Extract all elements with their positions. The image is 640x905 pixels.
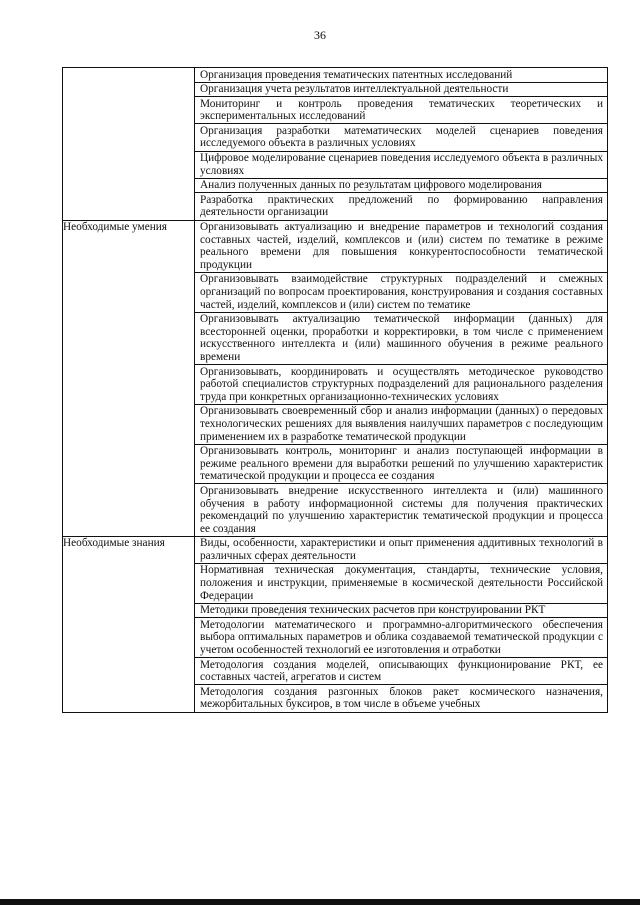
list-item: Организовывать актуализацию и внедрение параметров и технологий создания составных частей, изделий, комплексов и (или) систем по тематике в режиме реального времени для повышения конкурентоспособности тематической продукции: [195, 221, 607, 273]
list-item: Организовывать, координировать и осуществлять методическое руководство работой специалистов структурных подразделений для рационального разделения труда при конкретных организационно-технических условиях: [195, 365, 607, 405]
list-item: Нормативная техническая документация, стандарты, технические условия, положения и инструкции, применяемые в космической деятельности Российской Федерации: [195, 564, 607, 604]
list-item: Организовывать внедрение искусственного интеллекта и (или) машинного обучения в работу информационной системы для получения практических рекомендаций по улучшению характеристик тематической продукции и процесса ее создания: [200, 484, 603, 535]
list-item: Методики проведения технических расчетов при конструировании РКТ: [195, 604, 607, 619]
list-item: Анализ полученных данных по результатам цифрового моделирования: [195, 179, 607, 194]
list-item: Цифровое моделирование сценариев поведения исследуемого объекта в различных условиях: [195, 152, 607, 179]
row-items: [195, 536, 608, 712]
row-label-knowledge: Необходимые знания: [63, 536, 195, 712]
list-item: Организация разработки математических моделей сценариев поведения исследуемого объекта в различных условиях: [195, 124, 607, 151]
list-item: Организация проведения тематических патентных исследований: [195, 68, 607, 83]
table-row: [63, 68, 608, 221]
table-row: [63, 536, 608, 712]
page-number: 36: [314, 28, 326, 42]
list-item: Организовывать актуализацию тематической информации (данных) для всесторонней оценки, проработки и корректировки, в том числе с применением искусственного интеллекта и (или) машинного обучения в режиме реального времени: [195, 313, 607, 365]
list-item: Организовывать своевременный сбор и анализ информации (данных) о передовых технологических решениях для выявления наилучших параметров с последующим применением их в разработке тематической продукции: [195, 405, 607, 445]
list-item: Организовывать контроль, мониторинг и анализ поступающей информации в режиме реального времени для выработки решений по улучшению характеристик тематической продукции и процесса ее создания: [195, 445, 607, 485]
list-item: Виды, особенности, характеристики и опыт применения аддитивных технологий в различных сферах деятельности: [195, 537, 607, 564]
row-items: [195, 220, 608, 536]
list-item: Организация учета результатов интеллектуальной деятельности: [195, 83, 607, 98]
table-row: [63, 220, 608, 536]
competency-table: [62, 67, 608, 713]
list-item: Разработка практических предложений по формированию направления деятельности организации: [200, 193, 603, 219]
list-item: Мониторинг и контроль проведения тематических теоретических и экспериментальных исследований: [195, 97, 607, 124]
list-item: Методологии математического и программно-алгоритмического обеспечения выбора оптимальных параметров и облика создаваемой тематической продукции с учетом особенностей технологий ее изготовления и отработки: [195, 618, 607, 658]
row-label: [63, 68, 195, 221]
list-item: Методология создания разгонных блоков ракет космического назначения, межорбитальных буксиров, в том числе в объеме учебных: [200, 685, 603, 711]
list-item: Организовывать взаимодействие структурных подразделений и смежных организаций по вопросам проектирования, конструирования и создания составных частей, изделий, комплексов и (или) систем по тематике: [195, 273, 607, 313]
row-label-skills: Необходимые умения: [63, 220, 195, 536]
row-items: [195, 68, 608, 221]
list-item: Методология создания моделей, описывающих функционирование РКТ, ее составных частей, агрегатов и систем: [195, 658, 607, 685]
scan-bottom-edge: [0, 899, 640, 905]
